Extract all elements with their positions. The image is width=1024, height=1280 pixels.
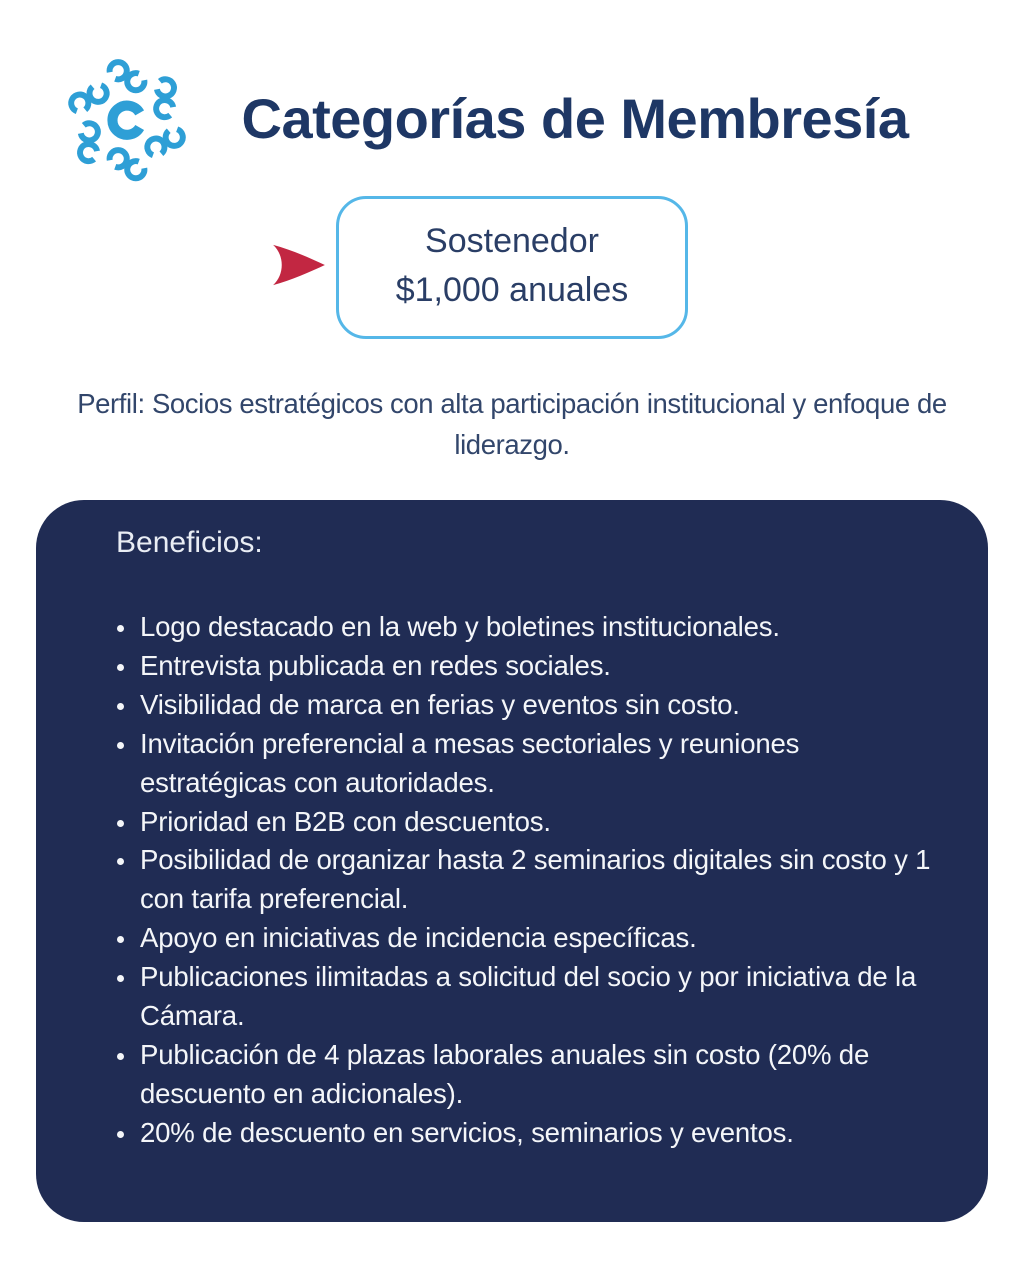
membership-badge-row (336, 196, 688, 339)
benefit-item: • Visibilidad de marca en ferias y eventos sin costo. (138, 686, 945, 725)
benefits-list (80, 608, 945, 1153)
red-arrow-icon (270, 242, 328, 288)
membership-price: $1,000 anuales (395, 271, 629, 310)
benefit-item: • Entrevista publicada en redes sociales. (138, 647, 945, 686)
page-title: Categorías de Membresía (241, 86, 909, 150)
benefit-item: • Logo destacado en la web y boletines institucionales. (138, 608, 945, 647)
benefit-item: • Posibilidad de organizar hasta 2 seminarios digitales sin costo y 1 con tarifa preferencial. (138, 841, 945, 919)
membership-badge (336, 196, 688, 339)
membership-name: Sostenedor (425, 222, 599, 260)
benefit-item: • Prioridad en B2B con descuentos. (138, 803, 945, 842)
benefit-item: • 20% de descuento en servicios, seminarios y eventos. (138, 1114, 945, 1153)
benefit-item: • Apoyo en iniciativas de incidencia específicas. (138, 919, 945, 958)
profile-text: Perfil: Socios estratégicos con alta participación institucional y enfoque de liderazgo. (77, 387, 947, 460)
benefit-item: • Invitación preferencial a mesas sectoriales y reuniones estratégicas con autoridades. (138, 725, 945, 803)
chamber-logo-icon (58, 52, 196, 184)
header (0, 0, 1024, 186)
benefits-heading: Beneficios: (116, 526, 263, 559)
benefit-item: • Publicaciones ilimitadas a solicitud del socio y por iniciativa de la Cámara. (138, 958, 945, 1036)
benefit-item: • Publicación de 4 plazas laborales anuales sin costo (20% de descuento en adicionales). (138, 1036, 945, 1114)
benefits-card (36, 500, 988, 1222)
